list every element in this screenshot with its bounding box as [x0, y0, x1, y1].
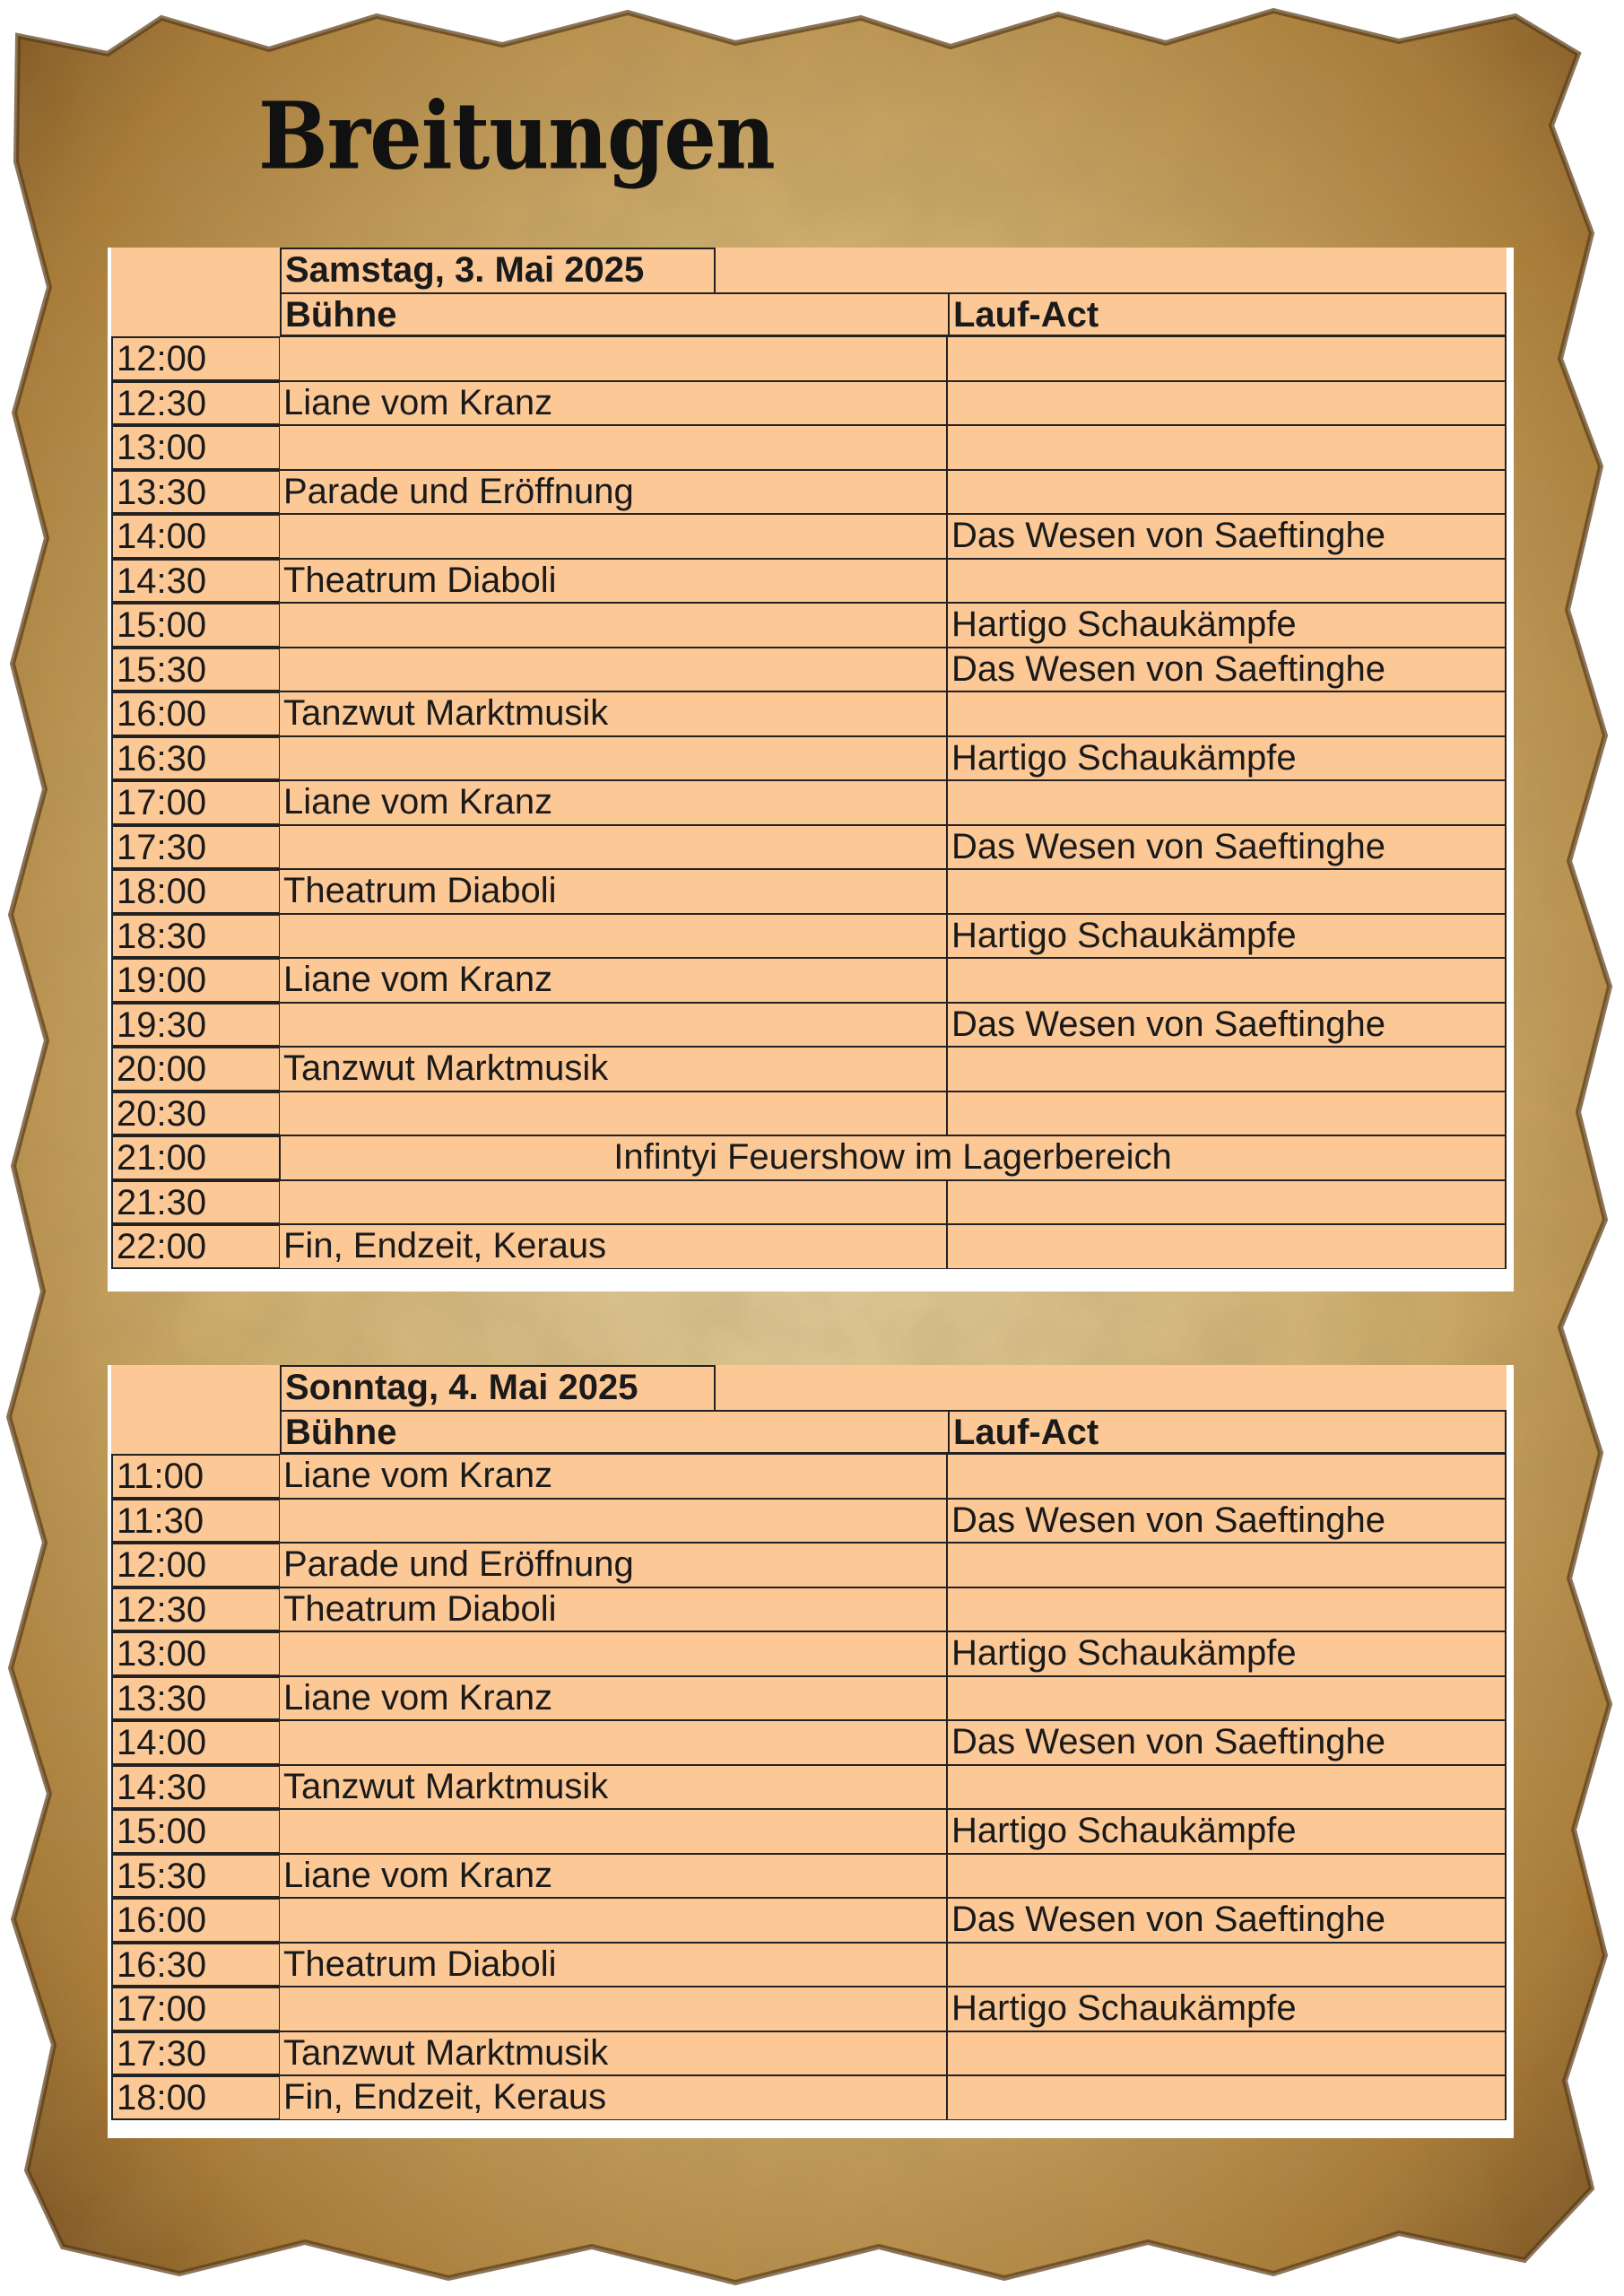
time-cell: 14:30 — [111, 559, 280, 604]
page-title: Breitungen — [258, 82, 775, 190]
time-cell: 18:00 — [111, 869, 280, 914]
walk-act-cell: Das Wesen von Saeftinghe — [948, 1898, 1507, 1943]
walk-act-cell: Das Wesen von Saeftinghe — [948, 1003, 1507, 1048]
sunday-schedule — [108, 1365, 1514, 2138]
saturday-schedule — [108, 248, 1514, 1292]
stage-cell — [280, 825, 948, 870]
stage-cell — [280, 914, 948, 959]
walk-act-cell — [948, 1676, 1507, 1721]
stage-cell: Liane vom Kranz — [280, 1676, 948, 1721]
time-cell: 15:00 — [111, 603, 280, 648]
walk-act-cell — [948, 869, 1507, 914]
time-cell: 14:30 — [111, 1765, 280, 1810]
walk-act-cell — [948, 1224, 1507, 1269]
walk-act-cell: Hartigo Schaukämpfe — [948, 1631, 1507, 1676]
time-cell: 21:00 — [111, 1135, 280, 1180]
stage-cell — [280, 1091, 948, 1136]
time-cell: 15:30 — [111, 648, 280, 692]
stage-cell: Parade und Eröffnung — [280, 470, 948, 515]
stage-cell: Liane vom Kranz — [280, 1854, 948, 1899]
time-cell: 15:00 — [111, 1809, 280, 1854]
stage-cell: Liane vom Kranz — [280, 1454, 948, 1499]
time-cell: 13:30 — [111, 1676, 280, 1721]
walk-act-cell: Das Wesen von Saeftinghe — [948, 1499, 1507, 1544]
full-width-event-cell: Infintyi Feuershow im Lagerbereich — [280, 1135, 1507, 1180]
time-cell: 12:00 — [111, 1543, 280, 1587]
time-cell: 13:30 — [111, 470, 280, 515]
time-cell: 16:30 — [111, 736, 280, 781]
stage-cell: Liane vom Kranz — [280, 958, 948, 1003]
time-cell: 12:30 — [111, 1587, 280, 1632]
table-corner — [111, 1365, 280, 1454]
walk-act-cell: Hartigo Schaukämpfe — [948, 914, 1507, 959]
walk-act-cell — [948, 1765, 1507, 1810]
stage-cell — [280, 1898, 948, 1943]
stage-cell: Theatrum Diaboli — [280, 869, 948, 914]
time-cell: 14:00 — [111, 1720, 280, 1765]
time-cell: 13:00 — [111, 1631, 280, 1676]
stage-cell: Theatrum Diaboli — [280, 559, 948, 604]
time-cell: 17:30 — [111, 2031, 280, 2076]
stage-cell: Liane vom Kranz — [280, 381, 948, 426]
walk-act-cell — [948, 1854, 1507, 1899]
stage-cell — [280, 736, 948, 781]
time-cell: 17:00 — [111, 780, 280, 825]
time-cell: 19:00 — [111, 958, 280, 1003]
walk-act-cell — [948, 1943, 1507, 1987]
stage-cell: Tanzwut Marktmusik — [280, 2031, 948, 2076]
time-cell: 12:30 — [111, 381, 280, 426]
time-cell: 15:30 — [111, 1854, 280, 1899]
time-cell: 16:00 — [111, 1898, 280, 1943]
walk-act-cell — [948, 1543, 1507, 1587]
stage-cell — [280, 1809, 948, 1854]
walk-act-cell — [948, 336, 1507, 381]
walk-act-cell — [948, 958, 1507, 1003]
walk-act-cell — [948, 381, 1507, 426]
stage-cell — [280, 1631, 948, 1676]
walk-act-cell — [948, 1047, 1507, 1091]
walk-act-cell — [948, 559, 1507, 604]
walk-act-cell: Hartigo Schaukämpfe — [948, 1987, 1507, 2031]
day-date-header: Samstag, 3. Mai 2025 — [280, 248, 716, 292]
time-cell: 11:00 — [111, 1454, 280, 1499]
walk-act-cell — [948, 470, 1507, 515]
stage-cell — [280, 1003, 948, 1048]
stage-cell — [280, 425, 948, 470]
column-header-stage: Bühne — [280, 1410, 948, 1455]
stage-cell: Parade und Eröffnung — [280, 1543, 948, 1587]
stage-cell: Tanzwut Marktmusik — [280, 691, 948, 736]
time-cell: 12:00 — [111, 336, 280, 381]
walk-act-cell — [948, 691, 1507, 736]
stage-cell — [280, 1987, 948, 2031]
walk-act-cell: Hartigo Schaukämpfe — [948, 603, 1507, 648]
time-cell: 13:00 — [111, 425, 280, 470]
walk-act-cell: Das Wesen von Saeftinghe — [948, 1720, 1507, 1765]
walk-act-cell — [948, 2075, 1507, 2120]
stage-cell — [280, 1180, 948, 1225]
time-cell: 17:30 — [111, 825, 280, 870]
time-cell: 11:30 — [111, 1499, 280, 1544]
time-cell: 19:30 — [111, 1003, 280, 1048]
stage-cell — [280, 648, 948, 692]
walk-act-cell — [948, 1454, 1507, 1499]
time-cell: 20:00 — [111, 1047, 280, 1091]
sunday-table — [111, 1365, 1507, 2120]
time-cell: 22:00 — [111, 1224, 280, 1269]
saturday-table — [111, 248, 1507, 1269]
column-header-walk-act: Lauf-Act — [948, 1410, 1507, 1455]
stage-cell: Fin, Endzeit, Keraus — [280, 1224, 948, 1269]
stage-cell — [280, 1499, 948, 1544]
walk-act-cell: Das Wesen von Saeftinghe — [948, 648, 1507, 692]
walk-act-cell: Hartigo Schaukämpfe — [948, 736, 1507, 781]
stage-cell: Theatrum Diaboli — [280, 1943, 948, 1987]
stage-cell: Tanzwut Marktmusik — [280, 1765, 948, 1810]
walk-act-cell: Das Wesen von Saeftinghe — [948, 825, 1507, 870]
walk-act-cell — [948, 425, 1507, 470]
walk-act-cell — [948, 780, 1507, 825]
walk-act-cell — [948, 1587, 1507, 1632]
column-header-walk-act: Lauf-Act — [948, 292, 1507, 337]
stage-cell — [280, 603, 948, 648]
time-cell: 18:00 — [111, 2075, 280, 2120]
walk-act-cell: Das Wesen von Saeftinghe — [948, 514, 1507, 559]
stage-cell — [280, 1720, 948, 1765]
stage-cell: Fin, Endzeit, Keraus — [280, 2075, 948, 2120]
time-cell: 20:30 — [111, 1091, 280, 1136]
time-cell: 18:30 — [111, 914, 280, 959]
stage-cell — [280, 336, 948, 381]
time-cell: 17:00 — [111, 1987, 280, 2031]
time-cell: 14:00 — [111, 514, 280, 559]
stage-cell: Liane vom Kranz — [280, 780, 948, 825]
table-corner — [111, 248, 280, 336]
column-header-stage: Bühne — [280, 292, 948, 337]
walk-act-cell — [948, 1180, 1507, 1225]
time-cell: 16:00 — [111, 691, 280, 736]
walk-act-cell — [948, 1091, 1507, 1136]
walk-act-cell — [948, 2031, 1507, 2076]
walk-act-cell: Hartigo Schaukämpfe — [948, 1809, 1507, 1854]
stage-cell — [280, 514, 948, 559]
day-date-header: Sonntag, 4. Mai 2025 — [280, 1365, 716, 1410]
stage-cell: Tanzwut Marktmusik — [280, 1047, 948, 1091]
stage-cell: Theatrum Diaboli — [280, 1587, 948, 1632]
time-cell: 16:30 — [111, 1943, 280, 1987]
time-cell: 21:30 — [111, 1180, 280, 1225]
